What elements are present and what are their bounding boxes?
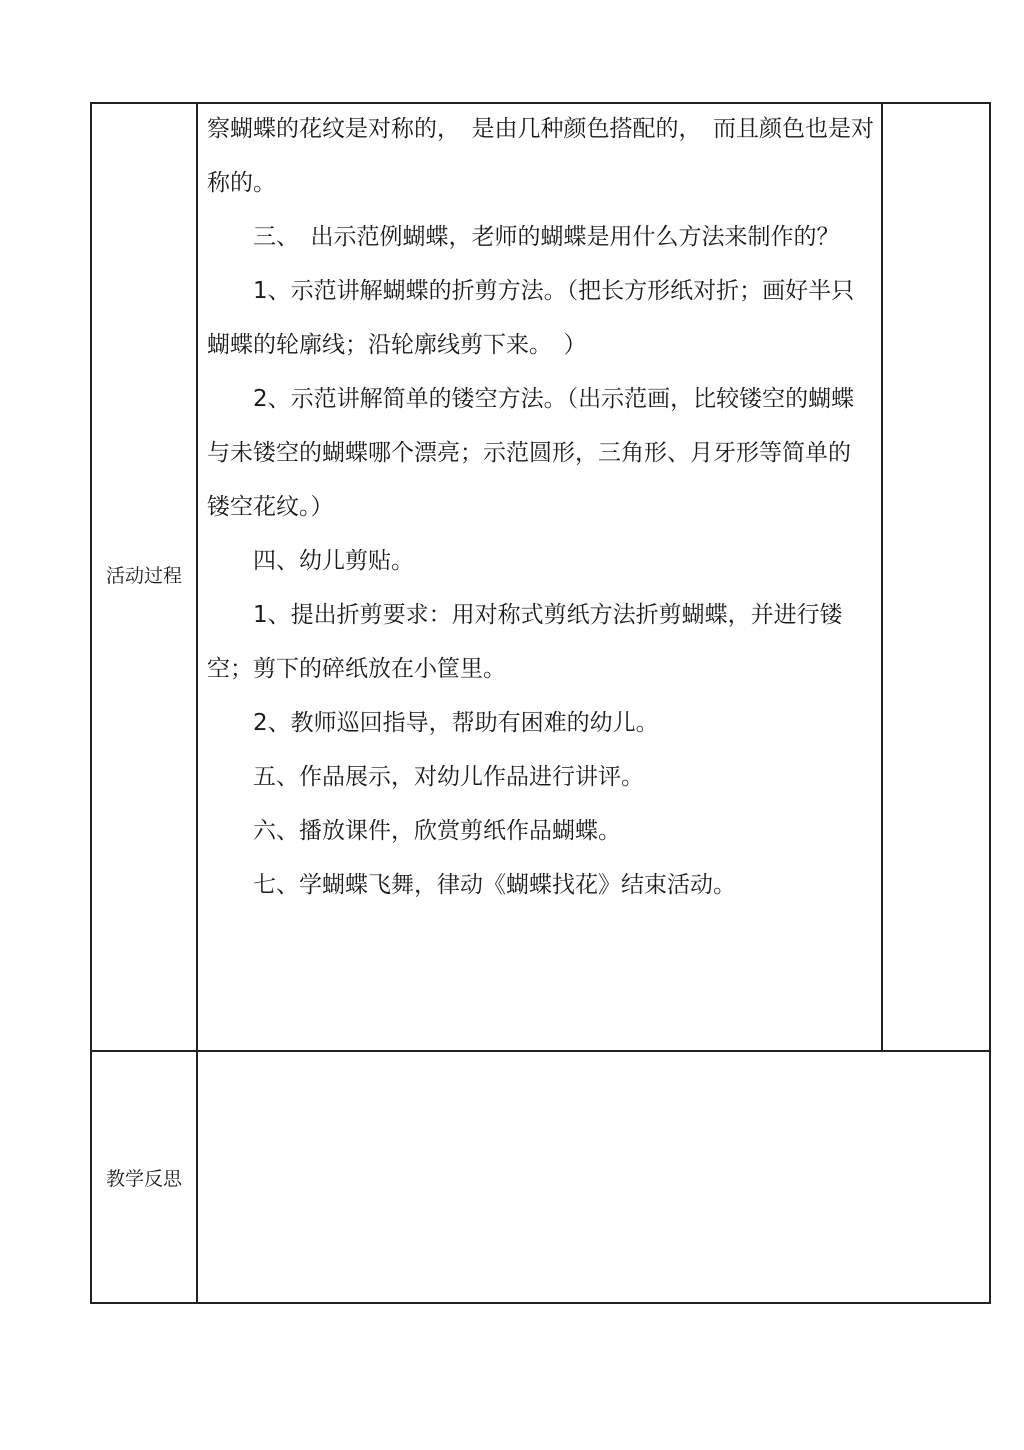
table-left-border [90,102,92,1304]
notes-column-divider [881,102,883,1052]
row-label-teaching-reflection: 教学反思 [105,1168,182,1190]
label-column-divider [196,102,198,1304]
section-heading-3: 三、 出示范例蝴蝶，老师的蝴蝶是用什么方法来制作的？ [253,224,840,250]
paragraph-line: 2、教师巡回指导，帮助有困难的幼儿。 [253,710,659,736]
section-heading-6: 六、播放课件，欣赏剪纸作品蝴蝶。 [253,818,621,844]
section-heading-4: 四、幼儿剪贴。 [253,548,414,574]
activity-process-content [207,102,875,912]
paragraph-line: 蝴蝶的轮廓线；沿轮廓线剪下来。 ） [207,332,587,358]
paragraph-line: 镂空花纹。） [207,494,334,520]
row-label-activity-process: 活动过程 [105,565,182,587]
table-right-border [989,102,991,1304]
row-divider [90,1050,991,1052]
paragraph-line: 察蝴蝶的花纹是对称的， 是由几种颜色搭配的， 而且颜色也是对 [207,116,874,142]
paragraph-line: 与未镂空的蝴蝶哪个漂亮；示范圆形，三角形、月牙形等简单的 [207,440,851,466]
table-bottom-border [90,1302,991,1304]
paragraph-line: 2、示范讲解简单的镂空方法。（出示范画，比较镂空的蝴蝶 [253,386,855,412]
paragraph-line: 空；剪下的碎纸放在小筐里。 [207,656,506,682]
section-heading-7: 七、学蝴蝶飞舞，律动《蝴蝶找花》结束活动。 [253,872,736,898]
paragraph-line: 1、示范讲解蝴蝶的折剪方法。（把长方形纸对折；画好半只 [253,278,855,304]
paragraph-line: 1、提出折剪要求：用对称式剪纸方法折剪蝴蝶，并进行镂 [253,602,843,628]
section-heading-5: 五、作品展示，对幼儿作品进行讲评。 [253,764,644,790]
paragraph-line: 称的。 [207,170,276,196]
